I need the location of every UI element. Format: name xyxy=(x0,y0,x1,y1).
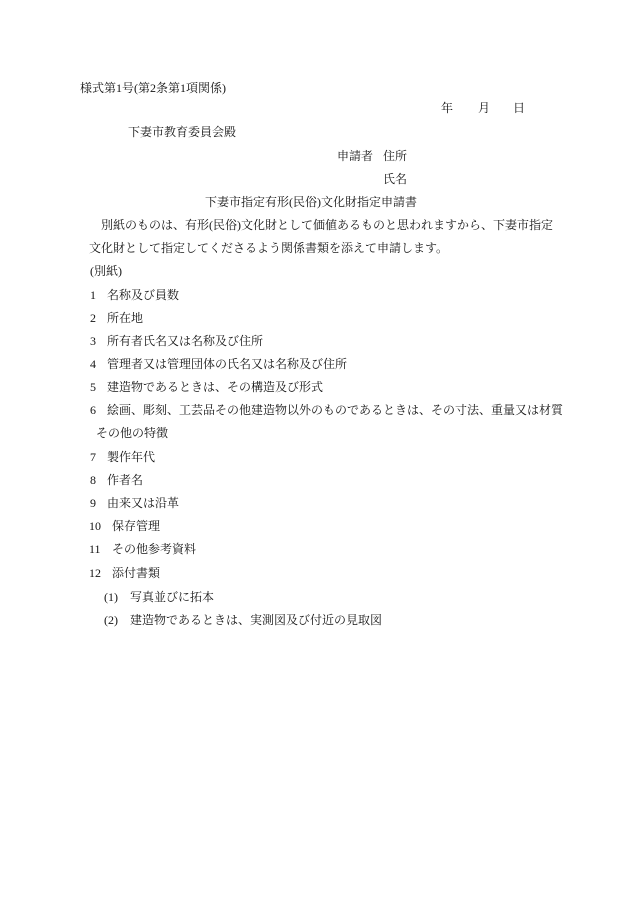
sub-list-item xyxy=(0,590,630,604)
list-item-continuation xyxy=(0,426,630,440)
item-label: 添付書類 xyxy=(112,566,161,580)
item-label: 所在地 xyxy=(107,311,144,325)
list-item xyxy=(0,566,630,580)
item-label: 所有者氏名又は名称及び住所 xyxy=(107,334,264,348)
list-item xyxy=(0,450,630,464)
item-label: その他参考資料 xyxy=(112,542,197,556)
form-number: 様式第1号(第2条第1項関係) xyxy=(80,81,226,95)
item-number: 9 xyxy=(90,496,96,510)
item-label: 絵画、彫刻、工芸品その他建造物以外のものであるときは、その寸法、重量又は材質 xyxy=(107,403,564,417)
list-item xyxy=(0,357,630,371)
item-number: 6 xyxy=(90,403,96,417)
item-number: 11 xyxy=(89,542,101,556)
item-number: 10 xyxy=(89,519,101,533)
list-item xyxy=(0,334,630,348)
item-number: 4 xyxy=(90,357,96,371)
date-day-label: 日 xyxy=(513,101,526,115)
date-month-label: 月 xyxy=(478,101,491,115)
applicant-label: 申請者 xyxy=(337,149,374,163)
list-item xyxy=(0,403,630,417)
item-label: 作者名 xyxy=(107,473,144,487)
list-item xyxy=(0,519,630,533)
sub-item-number: (1) xyxy=(104,590,118,604)
item-label: 由来又は沿革 xyxy=(107,496,180,510)
attachment-heading: (別紙) xyxy=(90,264,122,278)
item-label: 管理者又は管理団体の氏名又は名称及び住所 xyxy=(107,357,348,371)
list-item xyxy=(0,542,630,556)
item-label-continuation: その他の特徴 xyxy=(96,426,169,440)
item-number: 3 xyxy=(90,334,96,348)
date-year-label: 年 xyxy=(441,101,454,115)
applicant-address-label: 住所 xyxy=(383,149,408,163)
item-label: 建造物であるときは、その構造及び形式 xyxy=(107,380,324,394)
body-text-line-1: 別紙のものは、有形(民俗)文化財として価値あるものと思われますから、下妻市指定 xyxy=(101,218,553,232)
list-item xyxy=(0,380,630,394)
item-number: 7 xyxy=(90,450,96,464)
document-title: 下妻市指定有形(民俗)文化財指定申請書 xyxy=(205,195,417,209)
list-item xyxy=(0,473,630,487)
sub-list-item xyxy=(0,613,630,627)
list-item xyxy=(0,288,630,302)
list-item xyxy=(0,496,630,510)
sub-item-label: 写真並びに拓本 xyxy=(130,590,215,604)
body-text-line-2: 文化財として指定してくださるよう関係書類を添えて申請します。 xyxy=(89,241,449,255)
item-label: 保存管理 xyxy=(112,519,161,533)
item-number: 5 xyxy=(90,380,96,394)
sub-item-label: 建造物であるときは、実測図及び付近の見取図 xyxy=(130,613,383,627)
applicant-name-label: 氏名 xyxy=(383,172,408,186)
item-number: 12 xyxy=(89,566,101,580)
item-number: 1 xyxy=(90,288,96,302)
item-label: 名称及び員数 xyxy=(107,288,180,302)
list-item xyxy=(0,311,630,325)
item-number: 8 xyxy=(90,473,96,487)
item-label: 製作年代 xyxy=(107,450,156,464)
item-number: 2 xyxy=(90,311,96,325)
sub-item-number: (2) xyxy=(104,613,118,627)
addressee: 下妻市教育委員会殿 xyxy=(128,125,237,139)
